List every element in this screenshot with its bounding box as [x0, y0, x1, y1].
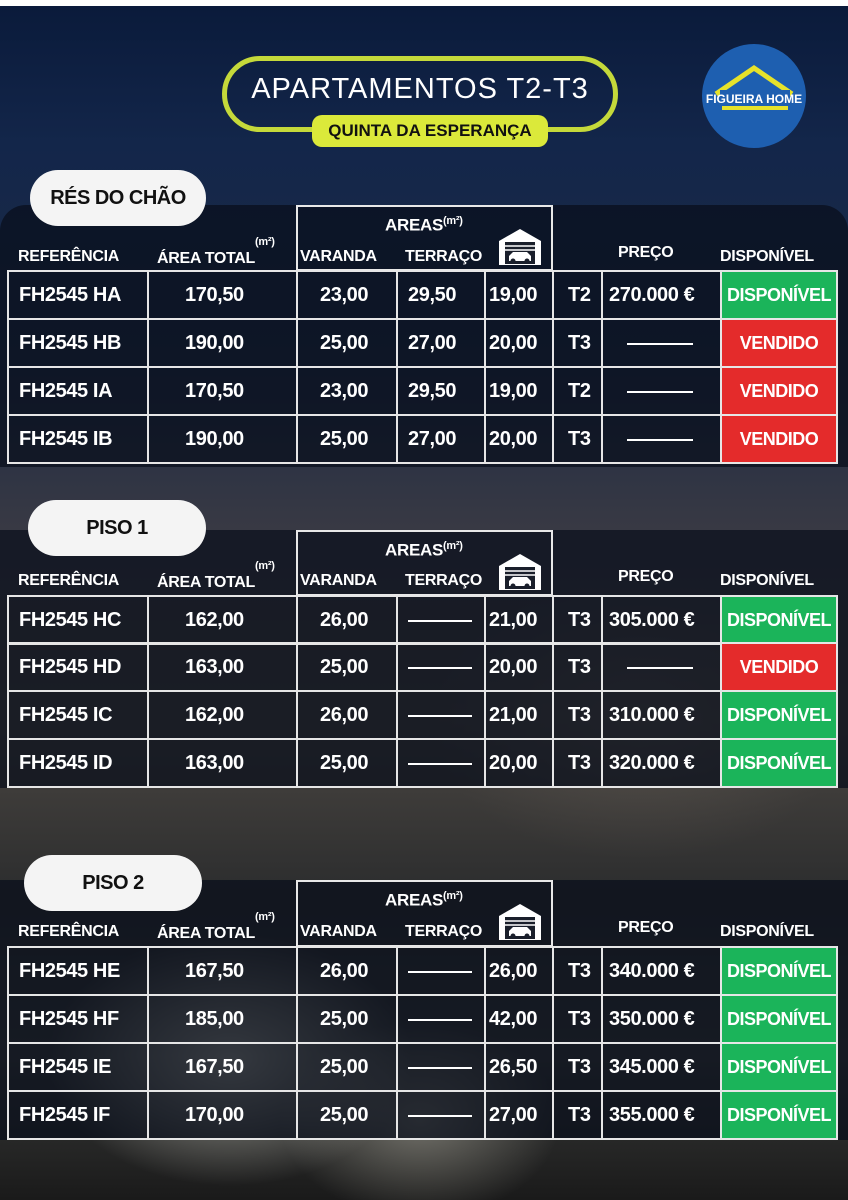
cell-tipologia-value: T3 [568, 656, 591, 678]
cell-referencia-value: FH2545 ID [19, 752, 113, 774]
cell-varanda [296, 994, 398, 1044]
cell-tipologia [552, 318, 603, 368]
garage-icon [497, 902, 543, 947]
empty-dash [627, 391, 693, 393]
areas-header [385, 890, 463, 911]
status-badge-disponivel: DISPONÍVEL [720, 270, 838, 320]
cell-referencia [7, 738, 149, 788]
header-preco: PREÇO [618, 568, 674, 585]
cell-varanda [296, 690, 398, 740]
cell-tipologia-value: T3 [568, 609, 591, 631]
cell-tipologia [552, 690, 603, 740]
cell-terraco [396, 738, 486, 788]
header-preco: PREÇO [618, 919, 674, 936]
cell-preco-value: 270.000 € [609, 284, 695, 306]
empty-dash [408, 1019, 472, 1021]
area-total-unit: (m²) [255, 911, 275, 923]
cell-varanda-value: 26,00 [320, 704, 369, 726]
cell-preco-value: 350.000 € [609, 1008, 695, 1030]
cell-tipologia-value: T3 [568, 1008, 591, 1030]
cell-area-total-value: 170,00 [185, 1104, 244, 1126]
empty-dash [627, 667, 693, 669]
cell-garagem-value: 20,00 [489, 428, 538, 450]
cell-garagem-value: 21,00 [489, 704, 538, 726]
cell-preco-value: 340.000 € [609, 960, 695, 982]
cell-varanda [296, 414, 398, 464]
cell-tipologia [552, 366, 603, 416]
cell-garagem [484, 642, 554, 692]
cell-area-total [147, 414, 298, 464]
empty-dash [408, 667, 472, 669]
area-total-unit: (m²) [255, 236, 275, 248]
cell-terraco [396, 595, 486, 645]
cell-tipologia-value: T2 [568, 284, 591, 306]
cell-preco [601, 690, 722, 740]
cell-referencia-value: FH2545 HD [19, 656, 121, 678]
cell-referencia [7, 414, 149, 464]
status-badge-disponivel: DISPONÍVEL [720, 738, 838, 788]
status-badge-disponivel: DISPONÍVEL [720, 1090, 838, 1140]
cell-garagem-value: 19,00 [489, 380, 538, 402]
cell-preco [601, 595, 722, 645]
cell-varanda [296, 366, 398, 416]
header-area-total [157, 560, 275, 592]
cell-terraco-value: 29,50 [408, 284, 457, 306]
cell-referencia-value: FH2545 HC [19, 609, 121, 631]
cell-terraco [396, 1042, 486, 1092]
figueira-home-logo [702, 44, 806, 148]
cell-varanda-value: 25,00 [320, 1104, 369, 1126]
area-total-label: ÁREA TOTAL [157, 925, 256, 943]
cell-tipologia-value: T3 [568, 1056, 591, 1078]
cell-terraco [396, 270, 486, 320]
areas-label: AREAS [385, 540, 444, 560]
cell-terraco-value: 27,00 [408, 332, 457, 354]
status-badge-disponivel: DISPONÍVEL [720, 994, 838, 1044]
cell-tipologia [552, 738, 603, 788]
cell-varanda-value: 25,00 [320, 1056, 369, 1078]
cell-tipologia [552, 414, 603, 464]
cell-area-total [147, 946, 298, 996]
cell-garagem-value: 26,50 [489, 1056, 538, 1078]
header-varanda: VARANDA [300, 248, 377, 265]
cell-referencia-value: FH2545 HF [19, 1008, 119, 1030]
empty-dash [408, 715, 472, 717]
cell-varanda-value: 25,00 [320, 332, 369, 354]
empty-dash [408, 620, 472, 622]
cell-varanda-value: 23,00 [320, 380, 369, 402]
cell-terraco [396, 690, 486, 740]
cell-garagem [484, 595, 554, 645]
header-varanda: VARANDA [300, 572, 377, 589]
status-badge-vendido: VENDIDO [720, 366, 838, 416]
cell-tipologia-value: T3 [568, 428, 591, 450]
cell-garagem-value: 19,00 [489, 284, 538, 306]
cell-referencia-value: FH2545 HB [19, 332, 121, 354]
header-area-total [157, 911, 275, 943]
header-terraco: TERRAÇO [405, 923, 483, 940]
logo-text: FIGUEIRA HOME [705, 92, 803, 106]
cell-varanda [296, 318, 398, 368]
cell-garagem [484, 690, 554, 740]
cell-referencia [7, 1090, 149, 1140]
cell-terraco [396, 1090, 486, 1140]
cell-referencia-value: FH2545 IB [19, 428, 113, 450]
cell-area-total-value: 167,50 [185, 1056, 244, 1078]
cell-referencia [7, 318, 149, 368]
cell-referencia [7, 270, 149, 320]
cell-referencia-value: FH2545 IE [19, 1056, 112, 1078]
cell-garagem-value: 20,00 [489, 752, 538, 774]
empty-dash [408, 1115, 472, 1117]
cell-tipologia [552, 642, 603, 692]
cell-varanda-value: 25,00 [320, 428, 369, 450]
cell-garagem [484, 318, 554, 368]
cell-garagem-value: 27,00 [489, 1104, 538, 1126]
cell-referencia [7, 1042, 149, 1092]
cell-tipologia-value: T2 [568, 380, 591, 402]
areas-unit: (m²) [443, 215, 463, 227]
header-disponivel: DISPONÍVEL [720, 248, 814, 265]
cell-varanda [296, 595, 398, 645]
areas-unit: (m²) [443, 540, 463, 552]
cell-garagem [484, 738, 554, 788]
status-badge-vendido: VENDIDO [720, 642, 838, 692]
cell-varanda [296, 270, 398, 320]
cell-varanda [296, 946, 398, 996]
cell-terraco [396, 414, 486, 464]
areas-header [385, 540, 463, 561]
cell-tipologia [552, 595, 603, 645]
cell-preco [601, 1090, 722, 1140]
empty-dash [408, 763, 472, 765]
cell-referencia [7, 366, 149, 416]
cell-referencia-value: FH2545 HE [19, 960, 120, 982]
cell-area-total-value: 162,00 [185, 609, 244, 631]
cell-area-total [147, 595, 298, 645]
cell-referencia-value: FH2545 IC [19, 704, 113, 726]
cell-referencia-value: FH2545 IF [19, 1104, 110, 1126]
cell-garagem-value: 42,00 [489, 1008, 538, 1030]
cell-varanda-value: 25,00 [320, 656, 369, 678]
cell-preco-value: 355.000 € [609, 1104, 695, 1126]
status-badge-disponivel: DISPONÍVEL [720, 946, 838, 996]
header-varanda: VARANDA [300, 923, 377, 940]
cell-preco [601, 642, 722, 692]
cell-tipologia-value: T3 [568, 704, 591, 726]
cell-area-total-value: 162,00 [185, 704, 244, 726]
garage-icon [497, 227, 543, 272]
cell-varanda-value: 26,00 [320, 609, 369, 631]
header-referencia: REFERÊNCIA [18, 248, 120, 265]
cell-area-total [147, 270, 298, 320]
cell-garagem-value: 20,00 [489, 332, 538, 354]
cell-area-total [147, 690, 298, 740]
header-terraco: TERRAÇO [405, 248, 483, 265]
cell-terraco [396, 366, 486, 416]
cell-preco-value: 320.000 € [609, 752, 695, 774]
area-total-unit: (m²) [255, 560, 275, 572]
cell-varanda-value: 25,00 [320, 1008, 369, 1030]
cell-varanda [296, 1042, 398, 1092]
cell-varanda [296, 642, 398, 692]
subtitle-badge: QUINTA DA ESPERANÇA [312, 115, 548, 147]
status-badge-disponivel: DISPONÍVEL [720, 595, 838, 645]
status-badge-vendido: VENDIDO [720, 414, 838, 464]
cell-tipologia [552, 946, 603, 996]
cell-area-total-value: 185,00 [185, 1008, 244, 1030]
cell-referencia [7, 642, 149, 692]
cell-terraco [396, 642, 486, 692]
cell-referencia-value: FH2545 IA [19, 380, 113, 402]
header-referencia: REFERÊNCIA [18, 923, 120, 940]
cell-terraco [396, 318, 486, 368]
cell-garagem-value: 20,00 [489, 656, 538, 678]
cell-area-total-value: 190,00 [185, 428, 244, 450]
cell-tipologia [552, 994, 603, 1044]
empty-dash [408, 1067, 472, 1069]
cell-varanda [296, 1090, 398, 1140]
cell-area-total [147, 642, 298, 692]
cell-preco [601, 946, 722, 996]
cell-area-total-value: 190,00 [185, 332, 244, 354]
section-title: PISO 1 [28, 500, 206, 556]
cell-garagem [484, 270, 554, 320]
cell-referencia [7, 690, 149, 740]
cell-terraco-value: 27,00 [408, 428, 457, 450]
cell-preco-value: 310.000 € [609, 704, 695, 726]
areas-unit: (m²) [443, 890, 463, 902]
cell-area-total [147, 318, 298, 368]
cell-tipologia-value: T3 [568, 1104, 591, 1126]
cell-varanda-value: 26,00 [320, 960, 369, 982]
page-title: APARTAMENTOS T2-T3 [251, 73, 589, 105]
cell-tipologia [552, 270, 603, 320]
header-disponivel: DISPONÍVEL [720, 572, 814, 589]
cell-area-total-value: 163,00 [185, 656, 244, 678]
cell-varanda-value: 23,00 [320, 284, 369, 306]
cell-tipologia-value: T3 [568, 332, 591, 354]
cell-garagem [484, 994, 554, 1044]
header-preco: PREÇO [618, 244, 674, 261]
header-terraco: TERRAÇO [405, 572, 483, 589]
cell-preco [601, 318, 722, 368]
cell-area-total [147, 1090, 298, 1140]
cell-area-total [147, 738, 298, 788]
cell-garagem [484, 366, 554, 416]
cell-area-total-value: 170,50 [185, 284, 244, 306]
status-badge-vendido: VENDIDO [720, 318, 838, 368]
top-border [0, 0, 848, 6]
area-total-label: ÁREA TOTAL [157, 574, 256, 592]
cell-varanda-value: 25,00 [320, 752, 369, 774]
areas-label: AREAS [385, 215, 444, 235]
area-total-label: ÁREA TOTAL [157, 250, 256, 268]
cell-preco [601, 1042, 722, 1092]
cell-preco [601, 414, 722, 464]
header-disponivel: DISPONÍVEL [720, 923, 814, 940]
header-referencia: REFERÊNCIA [18, 572, 120, 589]
areas-label: AREAS [385, 890, 444, 910]
cell-referencia [7, 994, 149, 1044]
cell-tipologia [552, 1042, 603, 1092]
cell-garagem [484, 1042, 554, 1092]
cell-preco [601, 994, 722, 1044]
section-title: PISO 2 [24, 855, 202, 911]
cell-area-total [147, 994, 298, 1044]
cell-garagem [484, 946, 554, 996]
cell-garagem-value: 21,00 [489, 609, 538, 631]
empty-dash [408, 971, 472, 973]
status-badge-disponivel: DISPONÍVEL [720, 1042, 838, 1092]
cell-area-total-value: 163,00 [185, 752, 244, 774]
empty-dash [627, 343, 693, 345]
cell-referencia-value: FH2545 HA [19, 284, 121, 306]
cell-preco-value: 305.000 € [609, 609, 695, 631]
header-area-total [157, 236, 275, 268]
cell-preco [601, 366, 722, 416]
cell-area-total [147, 366, 298, 416]
cell-tipologia-value: T3 [568, 960, 591, 982]
cell-area-total [147, 1042, 298, 1092]
cell-garagem [484, 414, 554, 464]
cell-garagem [484, 1090, 554, 1140]
cell-tipologia-value: T3 [568, 752, 591, 774]
status-badge-disponivel: DISPONÍVEL [720, 690, 838, 740]
cell-terraco [396, 946, 486, 996]
section-title: RÉS DO CHÃO [30, 170, 206, 226]
cell-tipologia [552, 1090, 603, 1140]
cell-preco [601, 270, 722, 320]
cell-area-total-value: 170,50 [185, 380, 244, 402]
cell-area-total-value: 167,50 [185, 960, 244, 982]
cell-preco [601, 738, 722, 788]
cell-referencia [7, 595, 149, 645]
cell-referencia [7, 946, 149, 996]
garage-icon [497, 552, 543, 597]
empty-dash [627, 439, 693, 441]
cell-preco-value: 345.000 € [609, 1056, 695, 1078]
cell-terraco [396, 994, 486, 1044]
cell-terraco-value: 29,50 [408, 380, 457, 402]
cell-varanda [296, 738, 398, 788]
cell-garagem-value: 26,00 [489, 960, 538, 982]
areas-header [385, 215, 463, 236]
